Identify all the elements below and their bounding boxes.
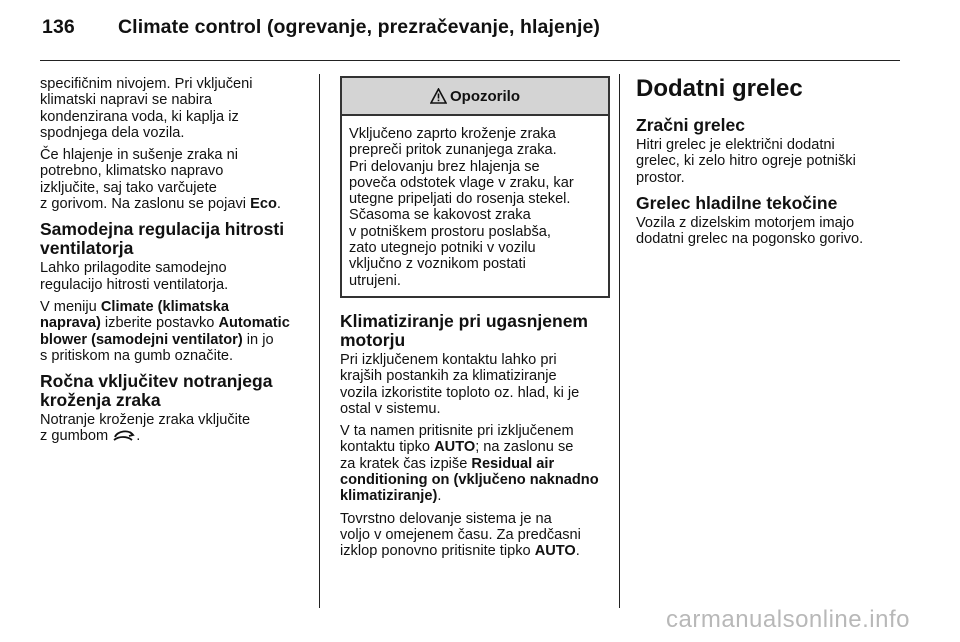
warning-body bbox=[342, 116, 608, 296]
text: Notranje kroženje zraka vključite z gumbom bbox=[40, 412, 251, 445]
column-middle bbox=[340, 76, 610, 566]
auto-key-label: AUTO bbox=[534, 543, 576, 560]
auto-key-label: AUTO bbox=[434, 439, 476, 456]
recirculation-icon bbox=[112, 428, 136, 446]
text: V ta namen pritisnite pri izključenem kontaktu tipko bbox=[340, 423, 574, 456]
column-left bbox=[40, 76, 310, 453]
watermark: carmanualsonline.info bbox=[666, 606, 910, 633]
paragraph bbox=[340, 511, 610, 560]
section-heading-fan-speed: Samodejna regulacija hitrosti ventilatorja bbox=[40, 219, 285, 259]
paragraph: Pri izključenem kontaktu lahko pri krajših postankih za klimatiziranje vozila izkoristite toploto oz. hlad, ki je ostal v sistemu. bbox=[340, 351, 580, 417]
text: in jo s pritiskom na gumb označite. bbox=[40, 331, 274, 364]
paragraph: specifičnim nivojem. Pri vključeni klimatski napravi se nabira kondenzirana voda, ki kaplja iz spodnjega dela vozila. bbox=[40, 76, 253, 141]
warning-text: Vključeno zaprto kroženje zraka prepreči pritok zunanjega zraka. Pri delovanju brez hlajenja se poveča odstotek vlage v zraku, kar utegne pripeljati do rosenja stekel. Sčasoma se kakovost zraka v potniškem prostoru poslabša, zato utegnejo potniki v vozilu vključno z voznikom postati utrujeni. bbox=[349, 126, 574, 289]
paragraph: Hitri grelec je električni dodatni grelec, ki zelo hitro ogreje potniški prostor. bbox=[636, 137, 856, 186]
warning-box bbox=[340, 76, 610, 298]
section-heading-recirculation: Ročna vključitev notranjega kroženja zraka bbox=[40, 371, 273, 411]
section-heading-air-heater: Zračni grelec bbox=[636, 115, 745, 135]
text: . bbox=[437, 488, 442, 505]
warning-header bbox=[342, 78, 608, 116]
paragraph bbox=[40, 147, 310, 212]
text: . bbox=[136, 428, 141, 445]
text: Tovrstno delovanje sistema je na voljo v omejenem času. Za predčasni izklop ponovno pritisnite tipko bbox=[340, 510, 581, 560]
automatic-blower-label: Automatic blower (samodejni ventilator) bbox=[40, 315, 290, 348]
text: izberite postavko bbox=[100, 315, 219, 332]
page-number: 136 bbox=[42, 16, 75, 38]
warning-title: Opozorilo bbox=[450, 87, 520, 105]
warning-triangle-icon bbox=[430, 88, 447, 104]
text: Če hlajenje in sušenje zraka ni potrebno, klimatsko napravo izključite, saj tako varčujete z gorivom. Na zaslonu se pojavi bbox=[40, 147, 247, 213]
column-divider bbox=[619, 74, 620, 608]
page-header bbox=[42, 16, 600, 39]
text: V meniju bbox=[40, 298, 101, 315]
paragraph bbox=[340, 423, 610, 504]
section-title-auxiliary-heater: Dodatni grelec bbox=[636, 75, 803, 102]
page-title: Climate control (ogrevanje, prezračevanje, hlajenje) bbox=[118, 16, 601, 38]
eco-label: Eco bbox=[250, 196, 277, 213]
section-heading-engine-off: Klimatiziranje pri ugasnjenem motorju bbox=[340, 310, 588, 350]
header-divider bbox=[40, 60, 900, 61]
paragraph bbox=[40, 299, 310, 364]
section-heading-coolant-heater: Grelec hladilne tekočine bbox=[636, 192, 838, 213]
text: ; na zaslonu se za kratek čas izpiše bbox=[340, 439, 574, 472]
menu-climate-label: Climate (klimatska naprava) bbox=[40, 298, 230, 332]
paragraph bbox=[40, 412, 310, 447]
residual-ac-label: Residual air conditioning on (vključeno naknadno klimatiziranje) bbox=[340, 455, 599, 505]
column-divider bbox=[319, 74, 320, 608]
paragraph: Vozila z dizelskim motorjem imajo dodatni grelec na pogonsko gorivo. bbox=[636, 214, 864, 248]
text: . bbox=[276, 196, 281, 213]
paragraph: Lahko prilagodite samodejno regulacijo hitrosti ventilatorja. bbox=[40, 260, 229, 293]
column-right bbox=[636, 76, 906, 253]
text: . bbox=[575, 543, 580, 560]
